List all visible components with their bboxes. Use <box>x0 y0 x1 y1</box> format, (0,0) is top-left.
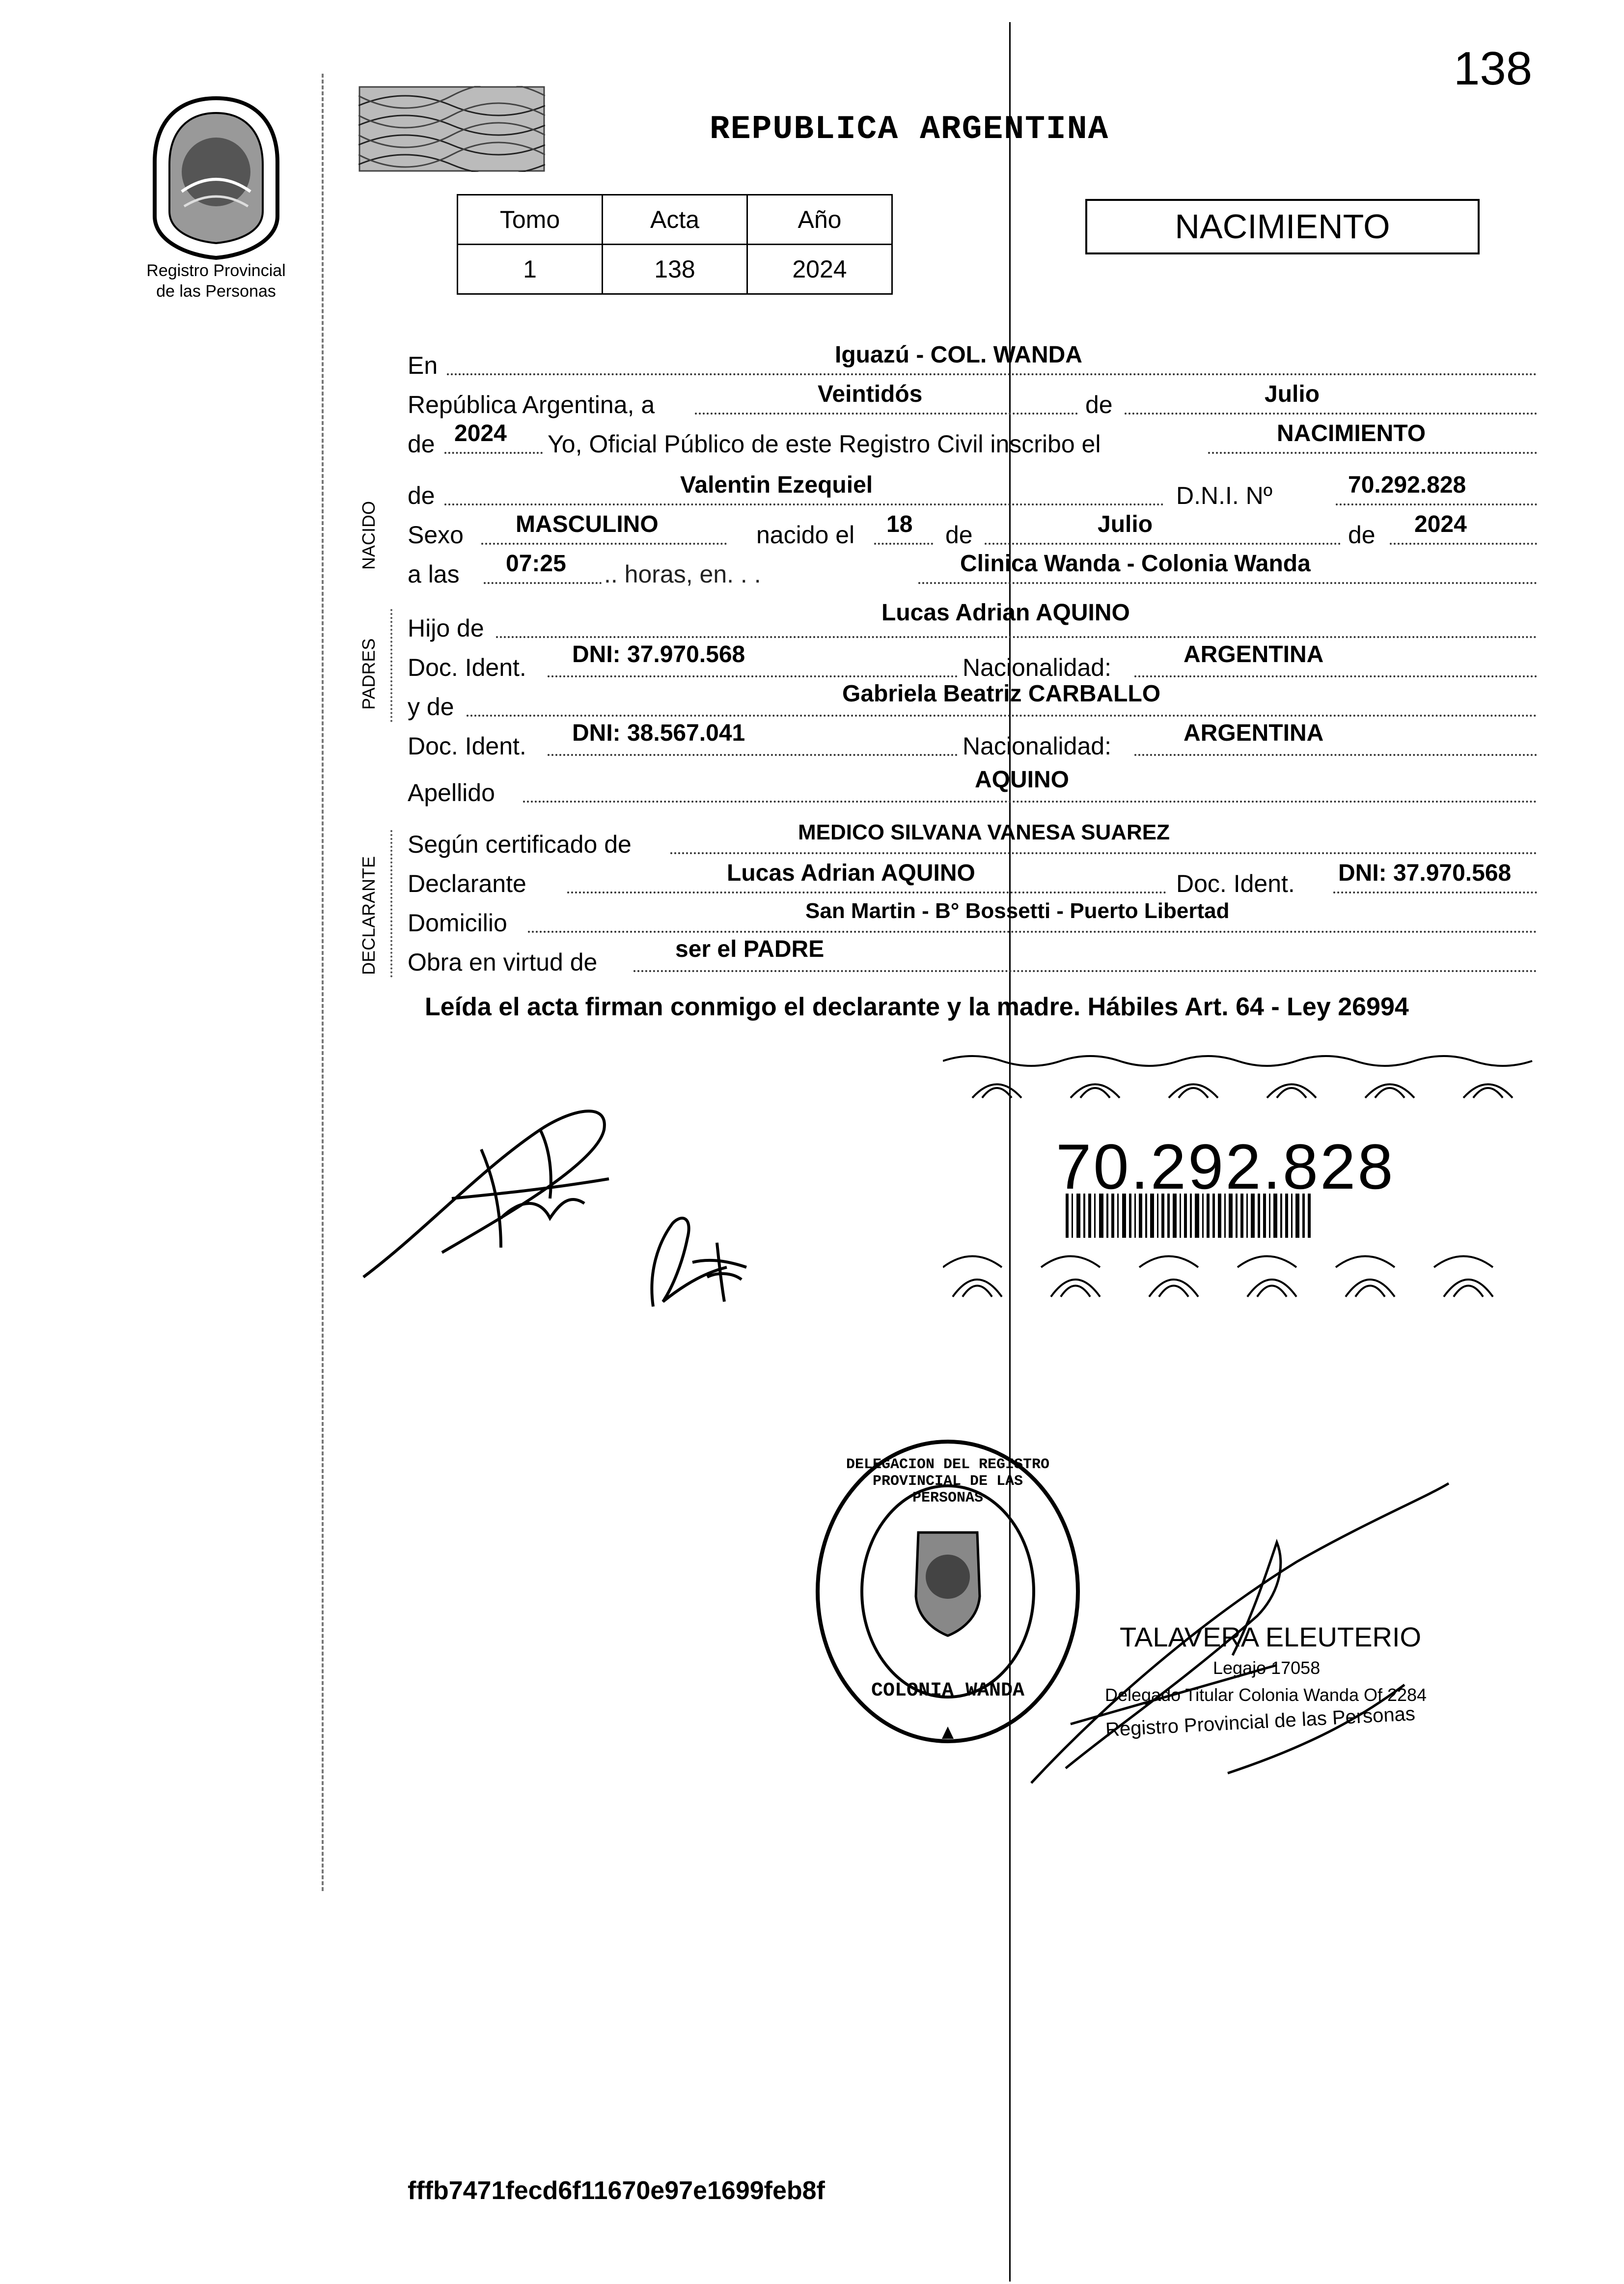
apellido-label: Apellido <box>408 779 495 807</box>
inscribo-text: Yo, Oficial Público de este Registro Civil inscribo el <box>548 430 1101 458</box>
registry-line-1: Registro Provincial <box>146 261 286 280</box>
hora-value: 07:25 <box>506 551 566 577</box>
doc-type-box: NACIMIENTO <box>1085 199 1480 254</box>
id-number: 70.292.828 <box>1056 1131 1395 1202</box>
de-label-4: de <box>945 521 973 549</box>
republica-label: República Argentina, a <box>408 391 655 418</box>
registry-line-2: de las Personas <box>156 282 276 301</box>
declarante-value: Lucas Adrian AQUINO <box>727 860 975 886</box>
padre-dots <box>496 636 1537 638</box>
day-dots <box>695 413 1078 415</box>
domicilio-label: Domicilio <box>408 909 507 937</box>
madre-doc-label: Doc. Ident. <box>408 732 526 760</box>
side-label-declarante: DECLARANTE <box>358 856 379 975</box>
side-label-padres: PADRES <box>358 638 379 710</box>
acta-header: Acta <box>603 195 747 245</box>
hijo-de-label: Hijo de <box>408 614 484 642</box>
horas-en-label: .. horas, en. . . <box>604 560 761 588</box>
month-dots <box>1125 413 1537 415</box>
officer-legajo: Legajo 17058 <box>1213 1658 1321 1678</box>
dni-dots <box>1336 503 1537 505</box>
ano-value: 2024 <box>747 245 892 294</box>
madre-dots <box>467 715 1537 717</box>
madre-nac: ARGENTINA <box>1184 720 1324 746</box>
year-dots <box>444 452 543 454</box>
sexo-value: MASCULINO <box>516 511 659 537</box>
signature-madre <box>619 1194 796 1321</box>
y-de-label: y de <box>408 693 454 721</box>
apellido-dots <box>523 801 1537 803</box>
tomo-value: 1 <box>458 245 603 294</box>
apellido-value: AQUINO <box>975 767 1069 793</box>
declarante-doc-label: Doc. Ident. <box>1176 870 1295 897</box>
officer-title: Delegado Titular Colonia Wanda Of 2284 <box>1105 1685 1427 1705</box>
registry-caption <box>133 260 300 302</box>
country-title: REPUBLICA ARGENTINA <box>710 111 1109 148</box>
year-value: 2024 <box>454 420 507 446</box>
lugar-dots <box>918 582 1537 584</box>
padre-nac-dots <box>1134 675 1537 677</box>
de-label-5: de <box>1348 521 1376 549</box>
provincial-seal <box>147 93 285 260</box>
ano-header: Año <box>747 195 892 245</box>
padre-nac: ARGENTINA <box>1184 641 1324 668</box>
nacido-el-label: nacido el <box>756 521 855 549</box>
declarante-label: Declarante <box>408 870 526 897</box>
domicilio-dots <box>528 931 1537 933</box>
madre-doc: DNI: 38.567.041 <box>572 720 745 746</box>
birth-year: 2024 <box>1414 511 1467 537</box>
month-value: Julio <box>1265 381 1320 407</box>
officer-name: TALAVERA ELEUTERIO <box>1120 1621 1422 1652</box>
domicilio-value: San Martin - B° Bossetti - Puerto Libertad <box>805 899 1230 923</box>
page-number: 138 <box>1454 42 1533 95</box>
obra-dots <box>633 970 1537 972</box>
padre-value: Lucas Adrian AQUINO <box>881 600 1130 626</box>
en-dots <box>447 373 1537 375</box>
padre-doc: DNI: 37.970.568 <box>572 641 745 668</box>
margin-line <box>322 74 324 1891</box>
birth-month-dots <box>985 543 1341 545</box>
nombre-value: Valentin Ezequiel <box>680 472 873 498</box>
record-table <box>457 194 893 295</box>
lugar-value: Clinica Wanda - Colonia Wanda <box>960 551 1311 577</box>
acta-value: 138 <box>603 245 747 294</box>
day-value: Veintidós <box>818 381 923 407</box>
sexo-dots <box>481 543 727 545</box>
inscribo-value: NACIMIENTO <box>1277 420 1426 446</box>
padre-nac-label: Nacionalidad: <box>963 654 1111 681</box>
nombre-dots <box>444 503 1164 505</box>
birth-year-dots <box>1390 543 1537 545</box>
security-stamp <box>358 86 545 172</box>
padre-doc-label: Doc. Ident. <box>408 654 526 681</box>
inscribo-dots <box>1208 452 1537 454</box>
segun-dots <box>670 852 1537 854</box>
dni-value: 70.292.828 <box>1348 472 1466 498</box>
officer-registry: Registro Provincial de las Personas <box>1105 1702 1416 1741</box>
segun-value: MEDICO SILVANA VANESA SUAREZ <box>798 820 1170 844</box>
closing-text: Leída el acta firman conmigo el declarante y la madre. Hábiles Art. 64 - Ley 26994 <box>425 993 1409 1021</box>
madre-doc-dots <box>548 754 958 756</box>
a-las-label: a las <box>408 560 460 588</box>
tomo-header: Tomo <box>458 195 603 245</box>
declarante-bracket <box>390 830 392 977</box>
obra-value: ser el PADRE <box>675 936 825 962</box>
hora-dots <box>484 582 602 584</box>
madre-nac-label: Nacionalidad: <box>963 732 1111 760</box>
sexo-label: Sexo <box>408 521 464 549</box>
padre-doc-dots <box>548 675 958 677</box>
madre-value: Gabriela Beatriz CARBALLO <box>842 681 1161 707</box>
birth-day-dots <box>874 543 933 545</box>
madre-nac-dots <box>1134 754 1537 756</box>
stamp-inner-text: COLONIA WANDA <box>871 1680 1025 1702</box>
document-hash: fffb7471fecd6f11670e97e1699feb8f <box>408 2176 825 2205</box>
segun-label: Según certificado de <box>408 831 632 858</box>
obra-label: Obra en virtud de <box>408 948 598 976</box>
birth-month: Julio <box>1098 511 1153 537</box>
birth-day: 18 <box>886 511 913 537</box>
declarante-doc: DNI: 37.970.568 <box>1338 860 1512 886</box>
stamp-outer-text: DELEGACION DEL REGISTRO PROVINCIAL DE LAS PERSONAS <box>846 1456 1050 1506</box>
en-label: En <box>408 352 438 379</box>
declarante-dots <box>567 891 1166 893</box>
padres-bracket <box>390 609 392 722</box>
de-label-2: de <box>408 430 435 458</box>
de-label-3: de <box>408 482 435 509</box>
en-value: Iguazú - COL. WANDA <box>835 342 1082 368</box>
side-label-nacido: NACIDO <box>358 501 379 570</box>
de-label-1: de <box>1085 391 1113 418</box>
declarante-doc-dots <box>1333 891 1537 893</box>
dni-label: D.N.I. Nº <box>1176 482 1273 509</box>
